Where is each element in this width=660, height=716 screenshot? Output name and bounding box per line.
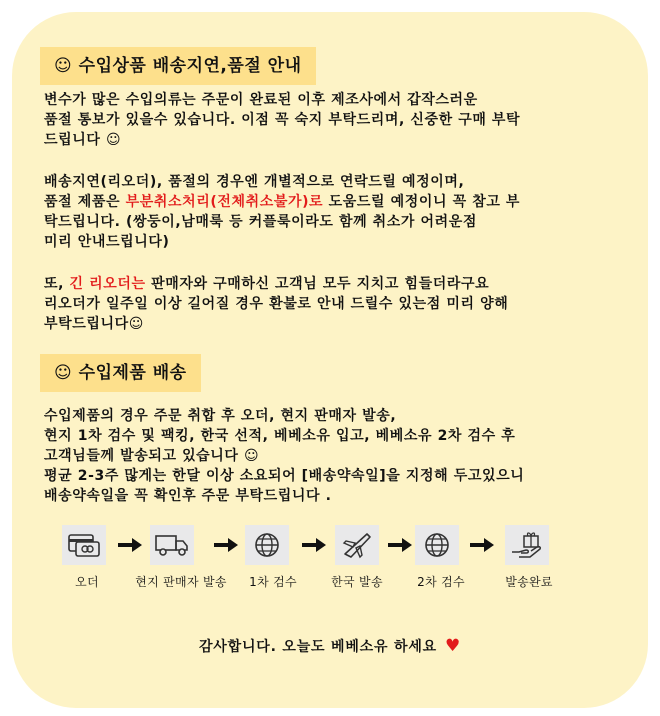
arrow-right-icon — [214, 538, 238, 552]
globe-icon — [245, 525, 289, 565]
section-heading-shipping-delay: ☺ 수입상품 배송지연,품절 안내 — [40, 47, 316, 85]
text-line: 고객님들께 발송되고 있습니다 ☺ — [44, 448, 260, 464]
text-segment: 도움드릴 예정이니 꼭 참고 부 — [323, 194, 521, 210]
paragraph-long-reorder — [44, 274, 614, 334]
text-line — [44, 192, 614, 212]
text-line: 배송약속일을 꼭 확인후 주문 부탁드립니다 . — [44, 488, 332, 504]
gift-hand-icon — [505, 525, 549, 565]
arrow-right-icon — [302, 538, 326, 552]
arrow-right-icon — [470, 538, 494, 552]
airplane-icon — [335, 525, 379, 565]
step-label: 현지 판매자 발송 — [135, 575, 227, 589]
paragraph-reorder-notice — [44, 172, 614, 252]
text-line: 수입제품의 경우 주문 취합 후 오더, 현지 판매자 발송, — [44, 408, 397, 424]
text-line: 부탁드립니다☺ — [44, 316, 144, 332]
arrow-right-icon — [118, 538, 142, 552]
text-line: 드립니다 ☺ — [44, 132, 122, 148]
text-line: 리오더가 일주일 이상 길어질 경우 환불로 안내 드릴수 있는점 미리 양해 — [44, 296, 509, 312]
text-segment: 또, — [44, 276, 70, 292]
thank-you-message — [0, 636, 660, 656]
paragraph-import-process — [44, 406, 614, 506]
text-segment: 판매자와 구매하신 고객님 모두 지치고 힘들더라구요 — [145, 276, 490, 292]
step-label: 한국 발송 — [331, 575, 383, 589]
globe-icon — [415, 525, 459, 565]
step-label: 2차 검수 — [417, 575, 465, 589]
text-line: 품절 통보가 있을수 있습니다. 이점 꼭 숙지 부탁드리며, 신중한 구매 부탁 — [44, 112, 521, 128]
thank-you-text: 감사합니다. 오늘도 베베소유 하세요 — [198, 639, 437, 655]
text-line — [44, 274, 614, 294]
text-line: 탁드립니다. (쌍둥이,남매룩 등 커플룩이라도 함께 취소가 어려운점 — [44, 214, 478, 230]
long-reorder-highlight: 긴 리오더는 — [69, 276, 146, 292]
card-payment-icon — [62, 525, 106, 565]
heart-icon: ♥ — [444, 636, 462, 656]
arrow-right-icon — [388, 538, 412, 552]
section-heading-import-shipping: ☺ 수입제품 배송 — [40, 354, 201, 392]
step-label: 1차 검수 — [249, 575, 297, 589]
step-label: 발송완료 — [505, 575, 553, 589]
text-line: 현지 1차 검수 및 팩킹, 한국 선적, 베베소유 입고, 베베소유 2차 검수 후 — [44, 428, 516, 444]
paragraph-soldout-notice — [44, 90, 614, 150]
text-line: 배송지연(리오더), 품절의 경우엔 개별적으로 연락드릴 예정이며, — [44, 174, 465, 190]
text-line: 미리 안내드립니다) — [44, 234, 170, 250]
step-label: 오더 — [75, 575, 99, 589]
delivery-truck-icon — [150, 525, 194, 565]
partial-cancel-highlight: 부분취소처리(전체취소불가)로 — [125, 194, 324, 210]
text-segment: 품절 제품은 — [44, 194, 126, 210]
text-line: 평균 2-3주 많게는 한달 이상 소요되어 [배송약속일]을 지정해 두고있으니 — [44, 468, 525, 484]
text-line: 변수가 많은 수입의류는 주문이 완료된 이후 제조사에서 갑작스러운 — [44, 92, 478, 108]
